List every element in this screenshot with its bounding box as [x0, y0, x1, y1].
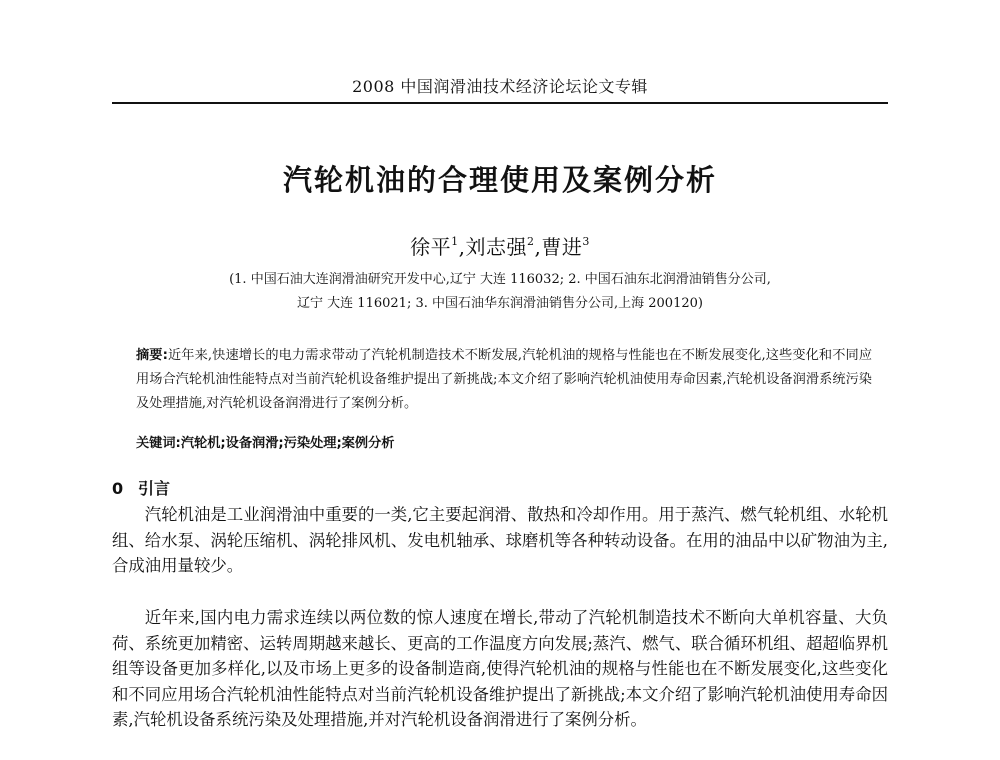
abstract-label: 摘要: — [136, 348, 168, 363]
author-separator: , — [534, 235, 542, 259]
author-affiliation-mark: 1 — [451, 235, 459, 248]
affiliation-line: (1. 中国石油大连润滑油研究开发中心,辽宁 大连 116032; 2. 中国石油东北润滑油销售分公司, — [229, 272, 771, 287]
keywords-label: 关键词: — [136, 436, 181, 451]
author-name: 曹进 — [541, 235, 583, 259]
body-paragraph: 近年来,国内电力需求连续以两位数的惊人速度在增长,带动了汽轮机制造技术不断向大单机容量、大负荷、系统更加精密、运转周期越来越长、更高的工作温度方向发展;蒸汽、燃气、联合循环机组、超超临界机组等设备更加多样化,以及市场上更多的设备制造商,使得汽轮机油的规格与性能也在不断发展变化,这些变化和不同应用场合汽轮机油性能特点对当前汽轮机设备维护提出了新挑战;本文介绍了影响汽轮机油使用寿命因素,汽轮机设备系统污染及处理措施,并对汽轮机设备润滑进行了案例分析。 — [112, 608, 888, 729]
author-affiliation-mark: 3 — [582, 235, 590, 248]
keywords-text: 汽轮机;设备润滑;污染处理;案例分析 — [180, 436, 395, 451]
section-heading — [112, 476, 170, 499]
author-affiliation-mark: 2 — [527, 235, 535, 248]
body-paragraph: 汽轮机油是工业润滑油中重要的一类,它主要起润滑、散热和冷却作用。用于蒸汽、燃气轮机组、水轮机组、给水泵、涡轮压缩机、涡轮排风机、发电机轴承、球磨机等各种转动设备。在用的油品中以矿物油为主,合成油用量较少。 — [112, 505, 888, 575]
author-separator: , — [458, 235, 466, 259]
affiliation-line: 辽宁 大连 116021; 3. 中国石油华东润滑油销售分公司,上海 200120) — [297, 296, 703, 311]
abstract-text: 近年来,快速增长的电力需求带动了汽轮机制造技术不断发展,汽轮机油的规格与性能也在不断发展变化,这些变化和不同应用场合汽轮机油性能特点对当前汽轮机设备维护提出了新挑战;本文介绍了影响汽轮机油使用寿命因素,汽轮机设备润滑系统污染及处理措施,对汽轮机设备润滑进行了案例分析。 — [136, 348, 873, 411]
running-header: 2008 中国润滑油技术经济论坛论文专辑 — [352, 77, 648, 96]
section-title: 引言 — [138, 479, 171, 498]
author-line — [112, 231, 888, 260]
author-name: 刘志强 — [465, 235, 527, 259]
abstract — [136, 344, 872, 416]
keywords — [136, 432, 872, 451]
section-number: 0 — [112, 479, 124, 498]
header-rule — [112, 102, 888, 104]
author-name: 徐平 — [410, 235, 452, 259]
paper-title: 汽轮机油的合理使用及案例分析 — [282, 163, 717, 197]
